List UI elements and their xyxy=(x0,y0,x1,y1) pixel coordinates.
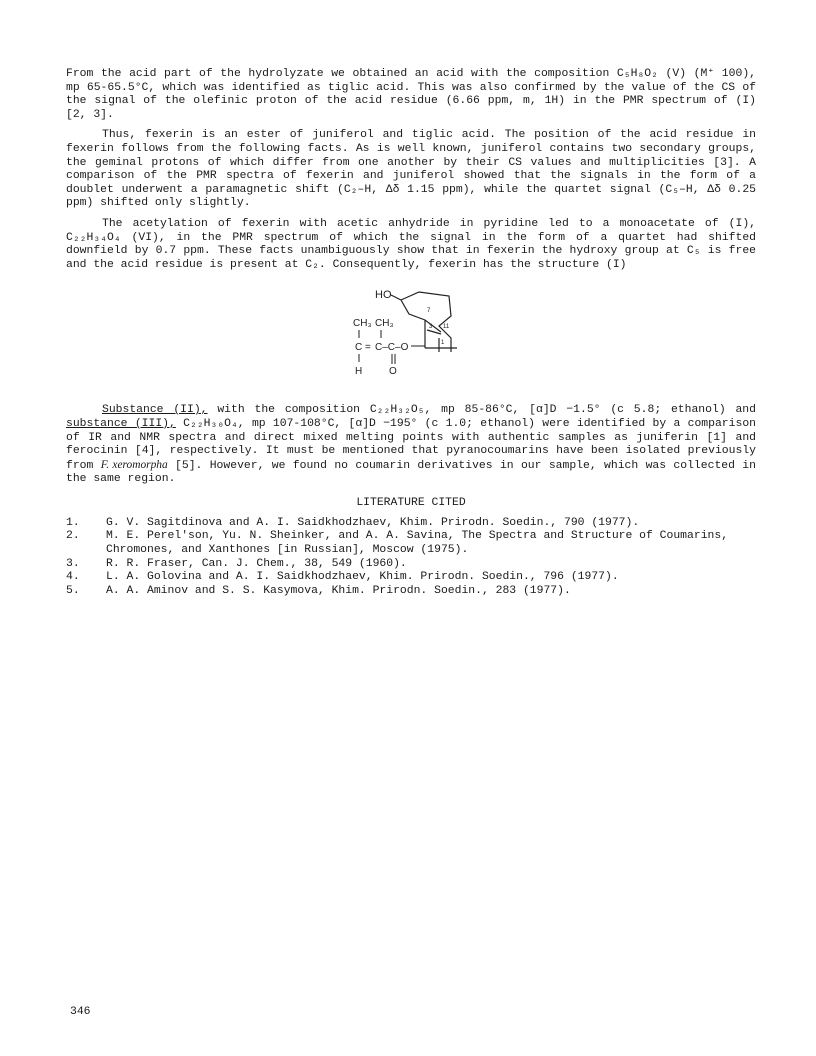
paragraph-2: Thus, fexerin is an ester of juniferol and tiglic acid. The position of the acid residue in fexerin follows from the following facts. As is well known, juniferol contains two secondary groups, the geminal protons of which differ from one another by their CS values and multiplicities [3]. A comparison of the PMR spectra of fexerin and juniferol showed that the signals in the form of a doublet underwent a paramagnetic shift (C₂–H, Δδ 1.15 ppm), while the quartet signal (C₅–H, Δδ 0.25 ppm) shifted only slightly. xyxy=(66,129,756,210)
reference-number: 3. xyxy=(66,557,80,570)
reference-number: 1. xyxy=(66,516,80,529)
structure-h: H xyxy=(355,366,363,378)
species-name: F. xeromorpha xyxy=(100,458,168,471)
reference-number: 5. xyxy=(66,584,80,597)
structure-num-3: 3 xyxy=(429,324,433,331)
reference-text: L. A. Golovina and A. I. Saidkhodzhaev, Khim. Prirodn. Soedin., 796 (1977). xyxy=(106,571,619,584)
structure-c-left: C xyxy=(355,342,363,354)
reference-number: 2. xyxy=(66,530,80,543)
substance-iii-label: substance (III), xyxy=(66,417,176,430)
structure-num-11: 11 xyxy=(443,324,450,331)
reference-text: M. E. Perel'son, Yu. N. Sheinker, and A. A. Savina, The Spectra and Structure of Coumarins, Chromones, and Xanthones [in Russian], Moscow (1975). xyxy=(106,530,729,557)
reference-text: G. V. Sagitdinova and A. I. Saidkhodzhaev, Khim. Prirodn. Soedin., 790 (1977). xyxy=(106,516,640,529)
reference-item xyxy=(66,517,756,531)
paragraph-1: From the acid part of the hydrolyzate we obtained an acid with the composition C₅H₈O₂ (V) (M⁺ 100), mp 65-65.5°C, which was identified as tiglic acid. This was also confirmed by the value of the CS of the signal of the olefinic proton of the acid residue (6.66 ppm, m, 1H) in the PMR spectrum of (I) [2, 3]. xyxy=(66,68,756,121)
paragraph-4 xyxy=(66,404,756,487)
structure-diagram xyxy=(341,286,481,396)
substance-ii-label: Substance (II), xyxy=(102,404,208,417)
structure-num-7: 7 xyxy=(427,308,431,315)
reference-item xyxy=(66,585,756,599)
page-body xyxy=(66,68,756,598)
page-number: 346 xyxy=(70,1006,91,1018)
references-list xyxy=(66,517,756,599)
structure-c-mid: C–C–O xyxy=(375,342,409,354)
reference-number: 4. xyxy=(66,571,80,584)
structure-num-1: 1 xyxy=(441,340,445,347)
reference-item xyxy=(66,530,756,557)
structure-eq: = xyxy=(365,342,371,354)
paragraph-3: The acetylation of fexerin with acetic anhydride in pyridine led to a monoacetate of (I), C₂₂H₃₄O₄ (VI), in the PMR spectrum of which the signal in the form of a quartet had shifted downfield by 0.7 ppm. These facts unambiguously show that in fexerin the hydroxy group at C₅ is free and the acid residue is present at C₂. Consequently, fexerin has the structure (I) xyxy=(66,217,756,271)
structure-o: O xyxy=(389,366,397,378)
references-title: LITERATURE CITED xyxy=(356,496,466,509)
reference-text: R. R. Fraser, Can. J. Chem., 38, 549 (1960). xyxy=(106,557,407,570)
paragraph-4-part-c: [5]. However, we found no coumarin derivatives in our sample, which was collected in the same region. xyxy=(66,459,756,486)
structure-ch3-left: CH₃ xyxy=(353,318,372,330)
structure-ho: HO xyxy=(375,289,392,302)
paragraph-4-part-b: C₂₂H₃₀O₄, mp 107-108°C, [α]D −195° (c 1.0; ethanol) were identified by a comparison of IR and NMR spectra and direct mixed melting points with authentic samples as juniferin [1] and ferocinin [4], respectively. It must be mentioned that pyranocoumarins have been isolated previously from xyxy=(66,417,756,472)
paragraph-4-part-a: with the composition C₂₂H₃₂O₅, mp 85-86°C, [α]D −1.5° (c 5.8; ethanol) and xyxy=(207,404,756,417)
structure-ch3-right: CH₃ xyxy=(375,318,394,330)
reference-item xyxy=(66,558,756,572)
reference-text: A. A. Aminov and S. S. Kasymova, Khim. Prirodn. Soedin., 283 (1977). xyxy=(106,584,571,597)
reference-item xyxy=(66,571,756,585)
